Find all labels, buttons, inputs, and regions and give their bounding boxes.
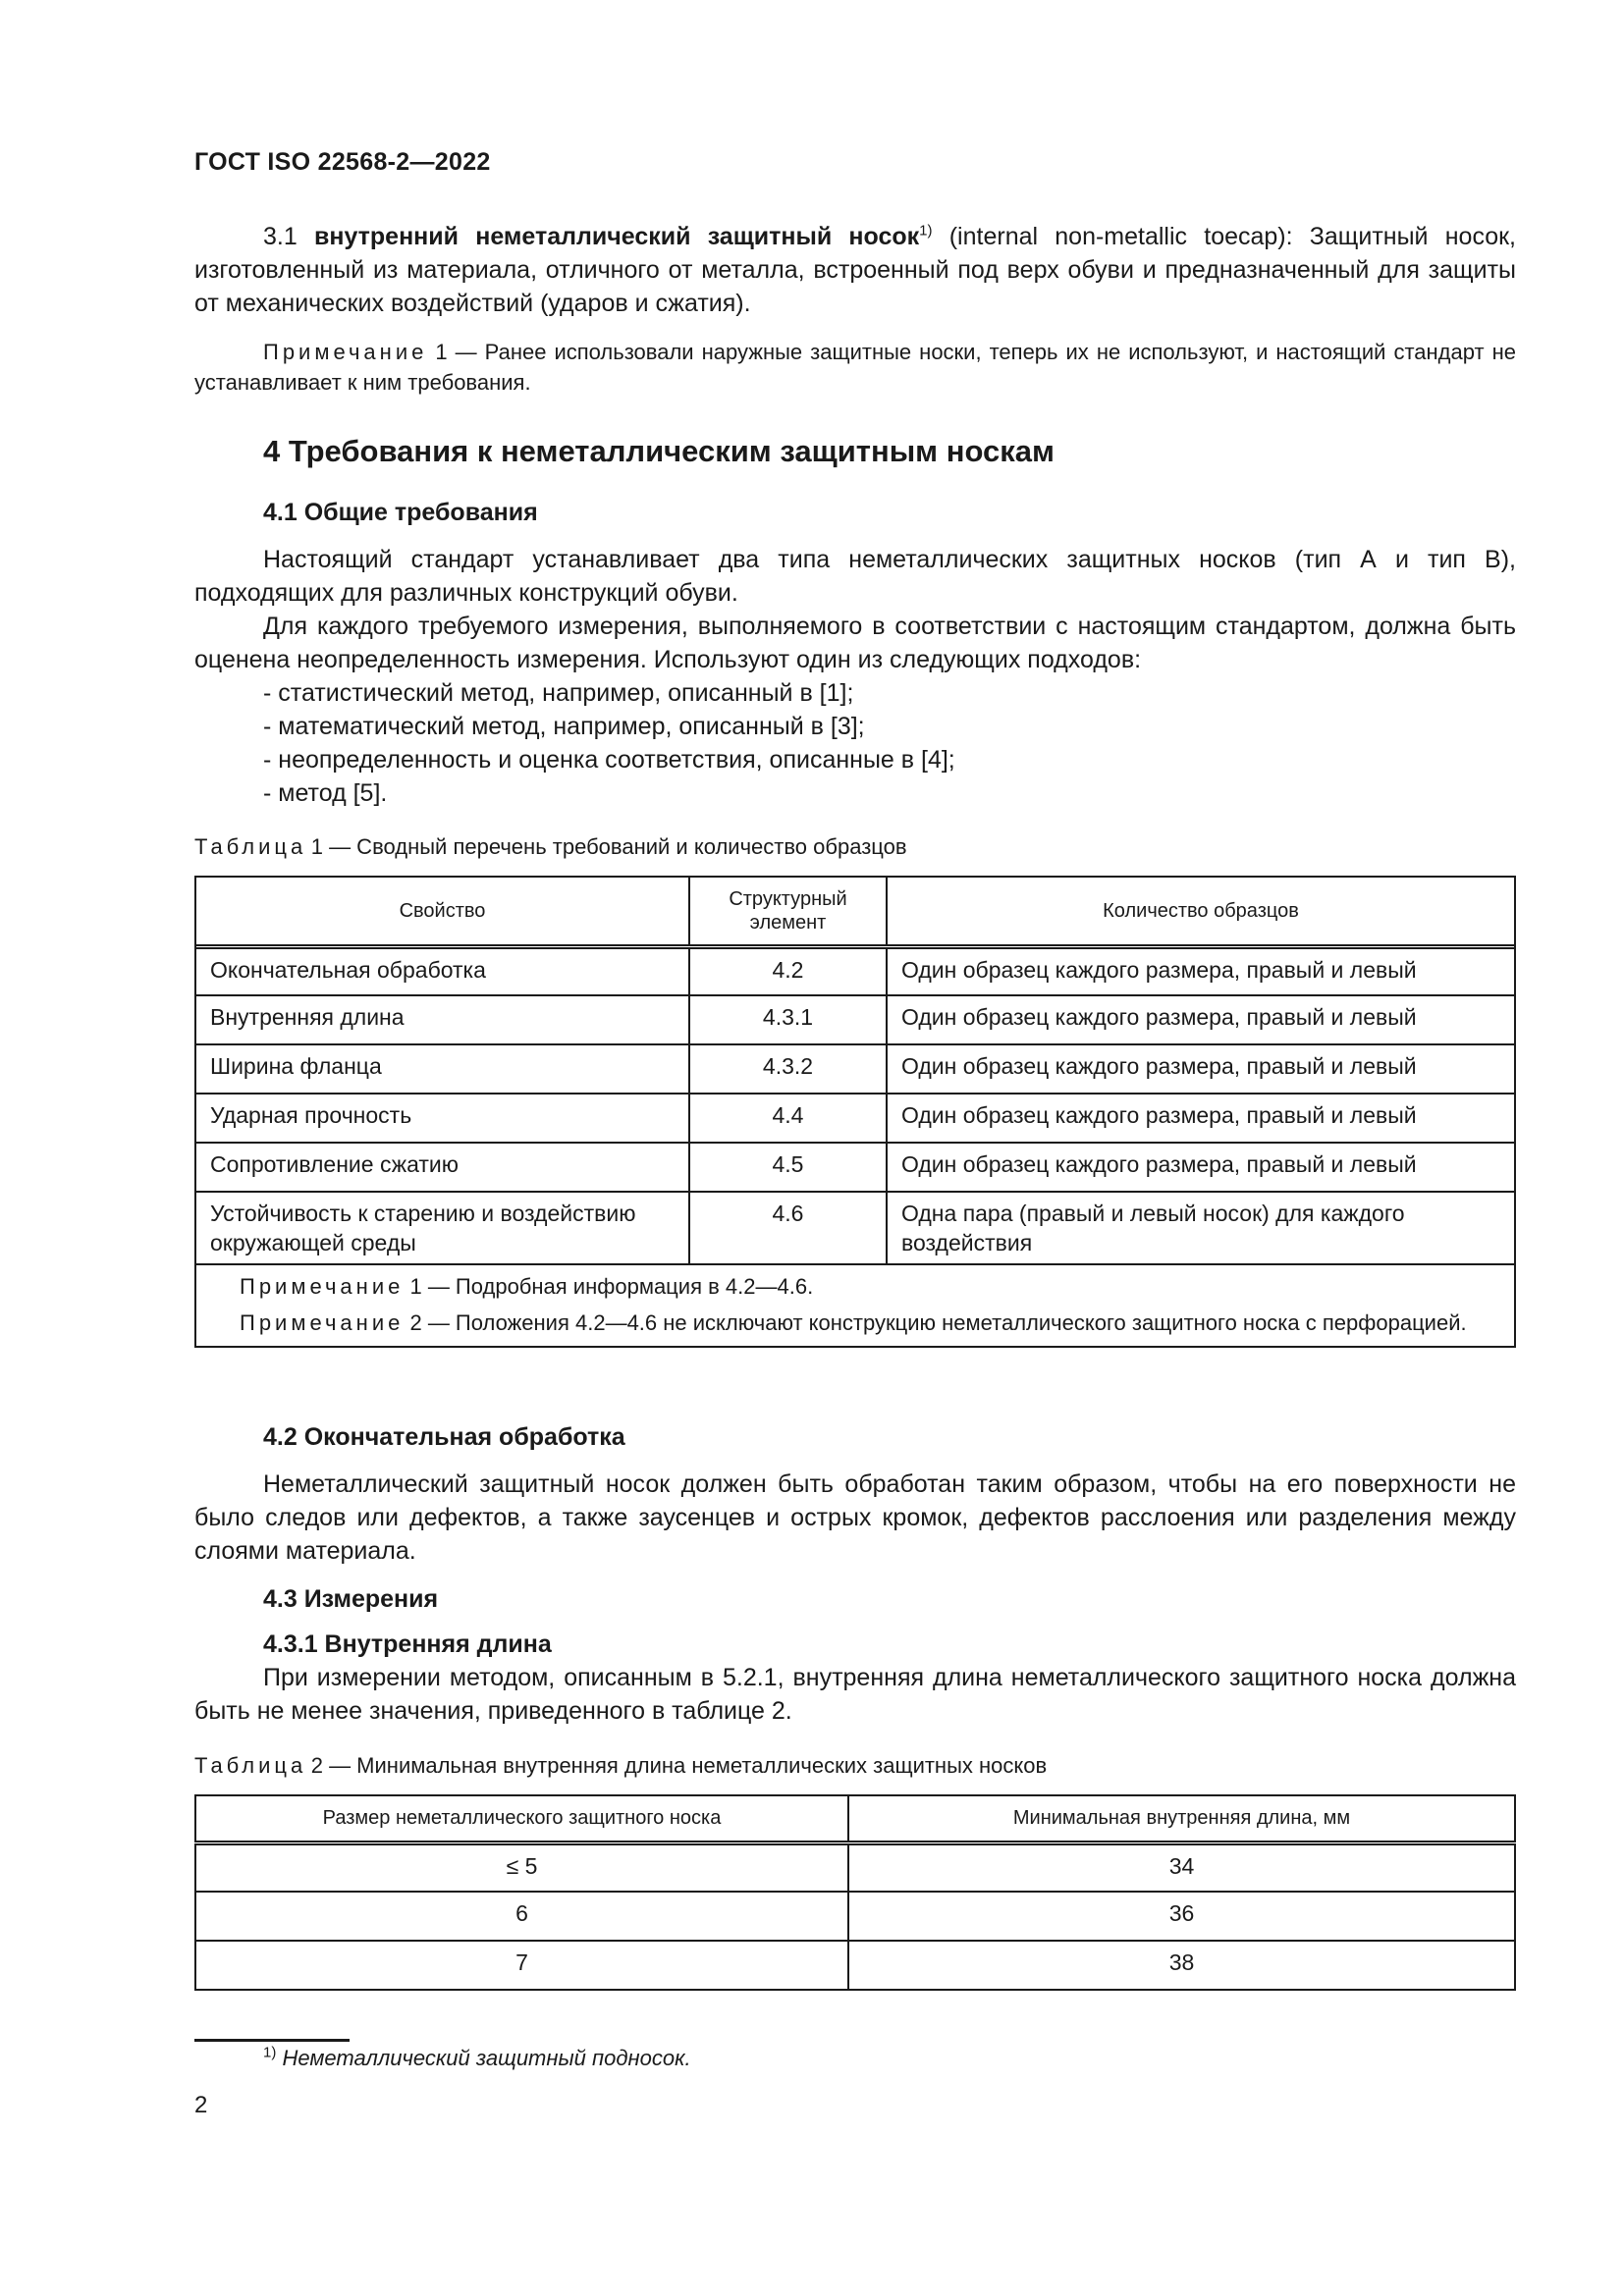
document-header: ГОСТ ISO 22568-2—2022 <box>194 148 491 176</box>
table-2 <box>194 1794 1516 1991</box>
section-title: 4 Требования к неметаллическим защитным носкам <box>263 434 1055 468</box>
subsection-title: 4.2 Окончательная обработка <box>263 1423 625 1451</box>
table-label: Таблица <box>194 834 307 859</box>
footnote-ref: 1) <box>919 222 933 240</box>
table-row: Окончательная обработка 4.2 Один образец каждого размера, правый и левый <box>196 946 1514 995</box>
section-4 <box>194 432 1516 471</box>
table-row: Устойчивость к старению и воздействию окружающей среды 4.6 Одна пара (правый и левый носок) для каждого воздействия <box>196 1192 1514 1264</box>
table-notes <box>196 1265 1514 1346</box>
methods-list <box>194 676 1516 810</box>
term-text: (internal non-metallic toecap): Защитный носок, изготовленный из материала, отличного от металла, встроенный под верх обуви и предназначенный для защиты от механических воздействий (ударов и сжатия). <box>194 223 1517 317</box>
table-header-cell: Структурный элемент <box>689 878 887 946</box>
table-note: Примечание 1 — Подробная информация в 4.2—4.6. <box>240 1274 814 1299</box>
note-label: Примечание <box>263 340 428 364</box>
footnote <box>263 2044 691 2073</box>
section-4-1 <box>194 496 1516 529</box>
paragraph: Настоящий стандарт устанавливает два типа неметаллических защитных носков (тип А и тип В), подходящих для различных конструкций обуви. <box>194 546 1516 607</box>
term-name: внутренний неметаллический защитный носок <box>313 223 920 250</box>
table-row: 6 36 <box>195 1892 1515 1941</box>
list-item: - математический метод, например, описанный в [3]; <box>263 710 1516 743</box>
section-4-2-body <box>194 1468 1516 1568</box>
term-number: 3.1 <box>263 223 298 250</box>
list-item: - неопределенность и оценка соответствия, описанные в [4]; <box>263 743 1516 776</box>
subsection-title: 4.3.1 Внутренняя длина <box>263 1630 552 1658</box>
table-header-cell: Свойство <box>196 878 689 946</box>
table-row: Ширина фланца 4.3.2 Один образец каждого размера, правый и левый <box>196 1044 1514 1094</box>
section-4-1-body <box>194 543 1516 810</box>
note-text: 1 — Ранее использовали наружные защитные носки, теперь их не используют, и настоящий стандарт не устанавливает к ним требования. <box>194 340 1516 395</box>
table-1-caption <box>194 832 1516 862</box>
term-paragraph <box>194 220 1516 320</box>
table-header-cell: Размер неметаллического защитного носка <box>195 1795 848 1842</box>
table-title: 2 — Минимальная внутренняя длина неметаллических защитных носков <box>310 1753 1048 1778</box>
table-row: Сопротивление сжатию 4.5 Один образец каждого размера, правый и левый <box>196 1143 1514 1192</box>
table-note: Примечание 2 — Положения 4.2—4.6 не исключают конструкцию неметаллического защитного носка с перфорацией. <box>240 1310 1467 1335</box>
table-label: Таблица <box>194 1753 307 1778</box>
page-number: 2 <box>194 2092 208 2118</box>
table-header-cell: Минимальная внутренняя длина, мм <box>848 1795 1515 1842</box>
table-row: Ударная прочность 4.4 Один образец каждого размера, правый и левый <box>196 1094 1514 1143</box>
paragraph: Для каждого требуемого измерения, выполняемого в соответствии с настоящим стандартом, должна быть оценена неопределенность измерения. Используют один из следующих подходов: <box>194 613 1516 673</box>
section-4-3 <box>194 1582 1516 1616</box>
term-note <box>194 337 1516 398</box>
table-title: 1 — Сводный перечень требований и количество образцов <box>310 834 907 859</box>
section-4-3-1 <box>194 1628 1516 1728</box>
footnote-divider <box>194 2039 350 2042</box>
table-row: 7 38 <box>195 1941 1515 1990</box>
term-definition <box>194 220 1516 320</box>
list-item: - статистический метод, например, описанный в [1]; <box>263 676 1516 710</box>
table-row: Внутренняя длина 4.3.1 Один образец каждого размера, правый и левый <box>196 995 1514 1044</box>
table-header-cell: Количество образцов <box>887 878 1514 946</box>
table-2-caption <box>194 1751 1516 1781</box>
footnote-mark: 1) <box>263 2044 277 2061</box>
list-item: - метод [5]. <box>263 776 1516 810</box>
paragraph: При измерении методом, описанным в 5.2.1, внутренняя длина неметаллического защитного носка должна быть не менее значения, приведенного в таблице 2. <box>194 1664 1516 1725</box>
table-row: ≤ 5 34 <box>195 1842 1515 1892</box>
table-1 <box>194 876 1516 1348</box>
section-4-2 <box>194 1420 1516 1454</box>
footnote-text: Неметаллический защитный подносок. <box>282 2046 691 2070</box>
paragraph: Неметаллический защитный носок должен быть обработан таким образом, чтобы на его поверхности не было следов или дефектов, а также заусенцев и острых кромок, дефектов расслоения или разделения между слоями материала. <box>194 1470 1516 1565</box>
subsection-title: 4.1 Общие требования <box>263 499 538 526</box>
subsection-title: 4.3 Измерения <box>263 1585 439 1613</box>
